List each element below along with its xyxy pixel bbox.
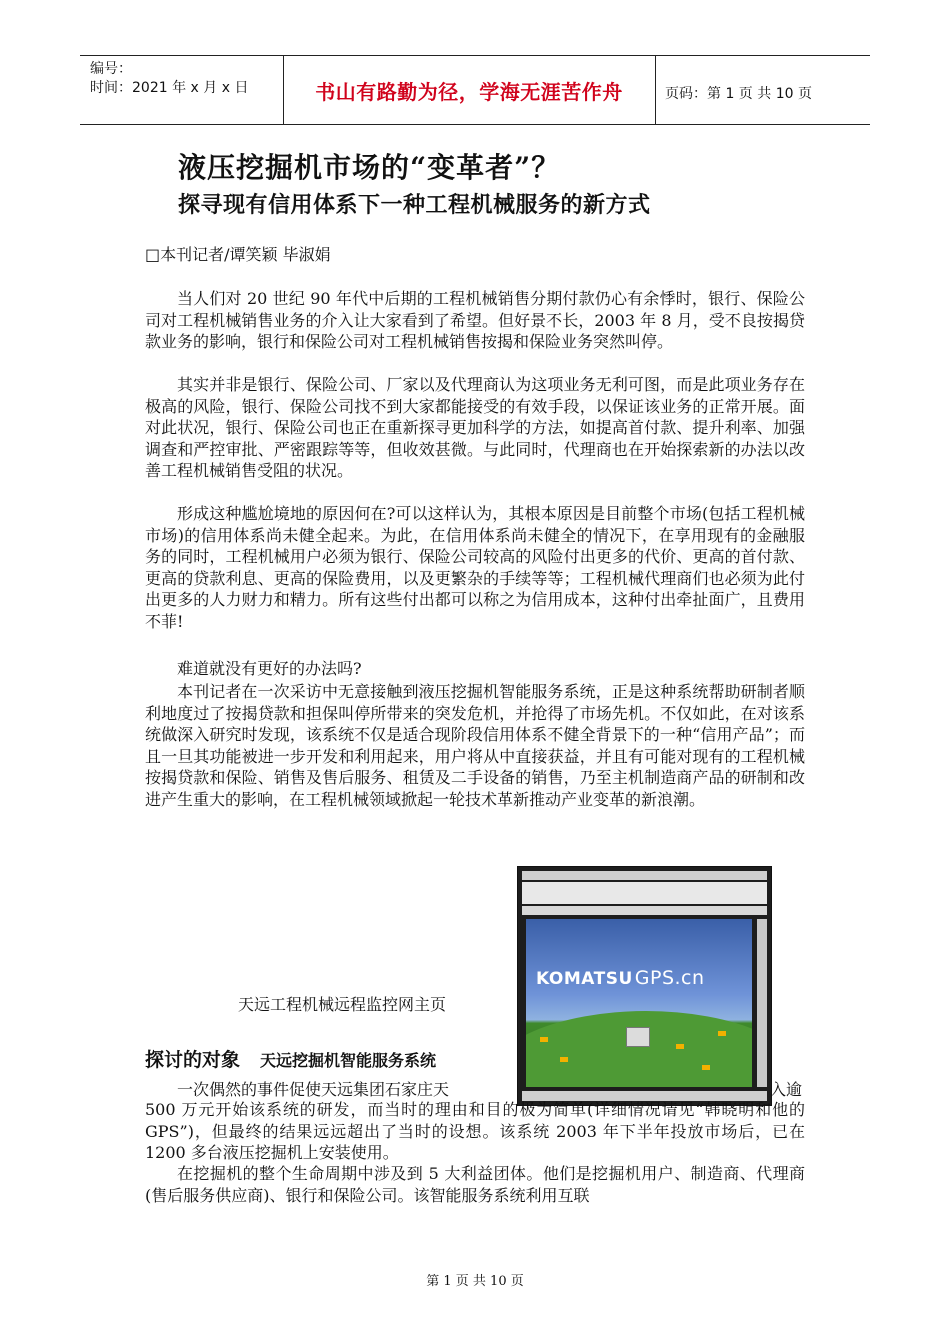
section-heading xyxy=(145,1045,436,1072)
header-time-label: 时间：2021 年 x 月 x 日 xyxy=(90,80,249,96)
browser-scrollbar xyxy=(757,919,767,1087)
excavator-icon xyxy=(676,1044,684,1049)
excavator-icon xyxy=(540,1037,548,1042)
paragraph: 本刊记者在一次采访中无意接触到液压挖掘机智能服务系统，正是这种系统帮助研制者顺利地度过了按揭贷款和担保叫停所带来的突发危机，并抢得了市场先机。不仅如此，在对该系统做深入研究时发现，该系统不仅是适合现阶段信用体系不健全背景下的一种“信用产品”；而且一旦其功能被进一步开发和利用起来，用户将从中直接获益，并且有可能对现有的工程机械按揭贷款和保险、销售及售后服务、租赁及二手设备的销售，乃至主机制造商产品的研制和改进产生重大的影响，在工程机械领域掀起一轮技术革新推动产业变革的新浪潮。 xyxy=(145,682,805,809)
page-footer: 第 1 页 共 10 页 xyxy=(426,1274,524,1289)
komatsu-gps-logo xyxy=(536,967,705,989)
paragraph: 难道就没有更好的办法吗? xyxy=(177,659,362,678)
paragraph: 500 万元开始该系统的研发，而当时的理由和目的极为简单(详细情况请见“韩晓明和他的 GPS”)，但最终的结果远远超出了当时的设想。该系统 2003 年下半年投放市场后，已在 1200 多台液压挖掘机上安装使用。 xyxy=(145,1100,805,1162)
paragraph: 当人们对 20 世纪 90 年代中后期的工程机械销售分期付款仍心有余悸时，银行、保险公司对工程机械销售业务的介入让大家看到了希望。但好景不长，2003 年 8 月，受不良按揭贷款业务的影响，银行和保险公司对工程机械销售按揭和保险业务突然叫停。 xyxy=(145,289,805,351)
header-border-bottom xyxy=(80,124,870,125)
building-icon xyxy=(626,1027,650,1047)
article-title: 液压挖掘机市场的“变革者”？ xyxy=(178,151,561,184)
section-line-left: 一次偶然的事件促使天远集团石家庄天 xyxy=(177,1080,450,1099)
section-line-right: 入逾 xyxy=(770,1080,803,1099)
logo-brand: KOMATSU xyxy=(536,969,633,989)
browser-address-bar xyxy=(522,906,767,915)
article-byline: □本刊记者/谭笑颖 毕淑娟 xyxy=(145,245,331,264)
website-screenshot-image xyxy=(517,866,772,1106)
website-viewport xyxy=(526,919,752,1087)
paragraph: 在挖掘机的整个生命周期中涉及到 5 大利益团体。他们是挖掘机用户、制造商、代理商(售后服务供应商)、银行和保险公司。该智能服务系统利用互联 xyxy=(145,1164,805,1205)
header-divider xyxy=(655,55,656,125)
header-number-label: 编号： xyxy=(90,61,132,77)
figure-caption: 天远工程机械远程监控网主页 xyxy=(238,995,447,1014)
header-page-info: 页码：第 1 页 共 10 页 xyxy=(665,86,812,102)
paragraph: 其实并非是银行、保险公司、厂家以及代理商认为这项业务无利可图，而是此项业务存在极高的风险，银行、保险公司找不到大家都能接受的有效手段，以保证该业务的正常开展。面对此状况，银行、保险公司也正在重新探寻更加科学的方法，如提高首付款、提升利率、加强调查和严控审批、严密跟踪等等，但收效甚微。与此同时，代理商也在开始探索新的办法以改善工程机械销售受阻的状况。 xyxy=(145,375,805,480)
browser-titlebar xyxy=(522,871,767,880)
paragraph: 形成这种尴尬境地的原因何在?可以这样认为，其根本原因是目前整个市场(包括工程机械市场)的信用体系尚未健全起来。为此，在信用体系尚未健全的情况下，在享用现有的金融服务的同时，工程机械用户必须为银行、保险公司较高的风险付出更多的代价、更高的首付款、更高的贷款利息、更高的保险费用，以及更繁杂的手续等等；工程机械代理商们也必须为此付出更多的人力财力和精力。所有这些付出都可以称之为信用成本，这种付出牵扯面广，且费用不菲! xyxy=(145,504,805,631)
browser-toolbar xyxy=(522,882,767,904)
header-border-top xyxy=(80,55,870,56)
excavator-icon xyxy=(702,1065,710,1070)
landscape-hill xyxy=(526,1011,752,1087)
excavator-icon xyxy=(718,1031,726,1036)
section-subheading: 天远挖掘机智能服务系统 xyxy=(260,1051,437,1070)
article-subtitle: 探寻现有信用体系下一种工程机械服务的新方式 xyxy=(178,192,651,218)
excavator-icon xyxy=(560,1057,568,1062)
header-motto: 书山有路勤为径，学海无涯苦作舟 xyxy=(315,80,623,104)
section-heading-main: 探讨的对象 xyxy=(145,1049,241,1071)
logo-suffix: GPS.cn xyxy=(634,967,705,989)
